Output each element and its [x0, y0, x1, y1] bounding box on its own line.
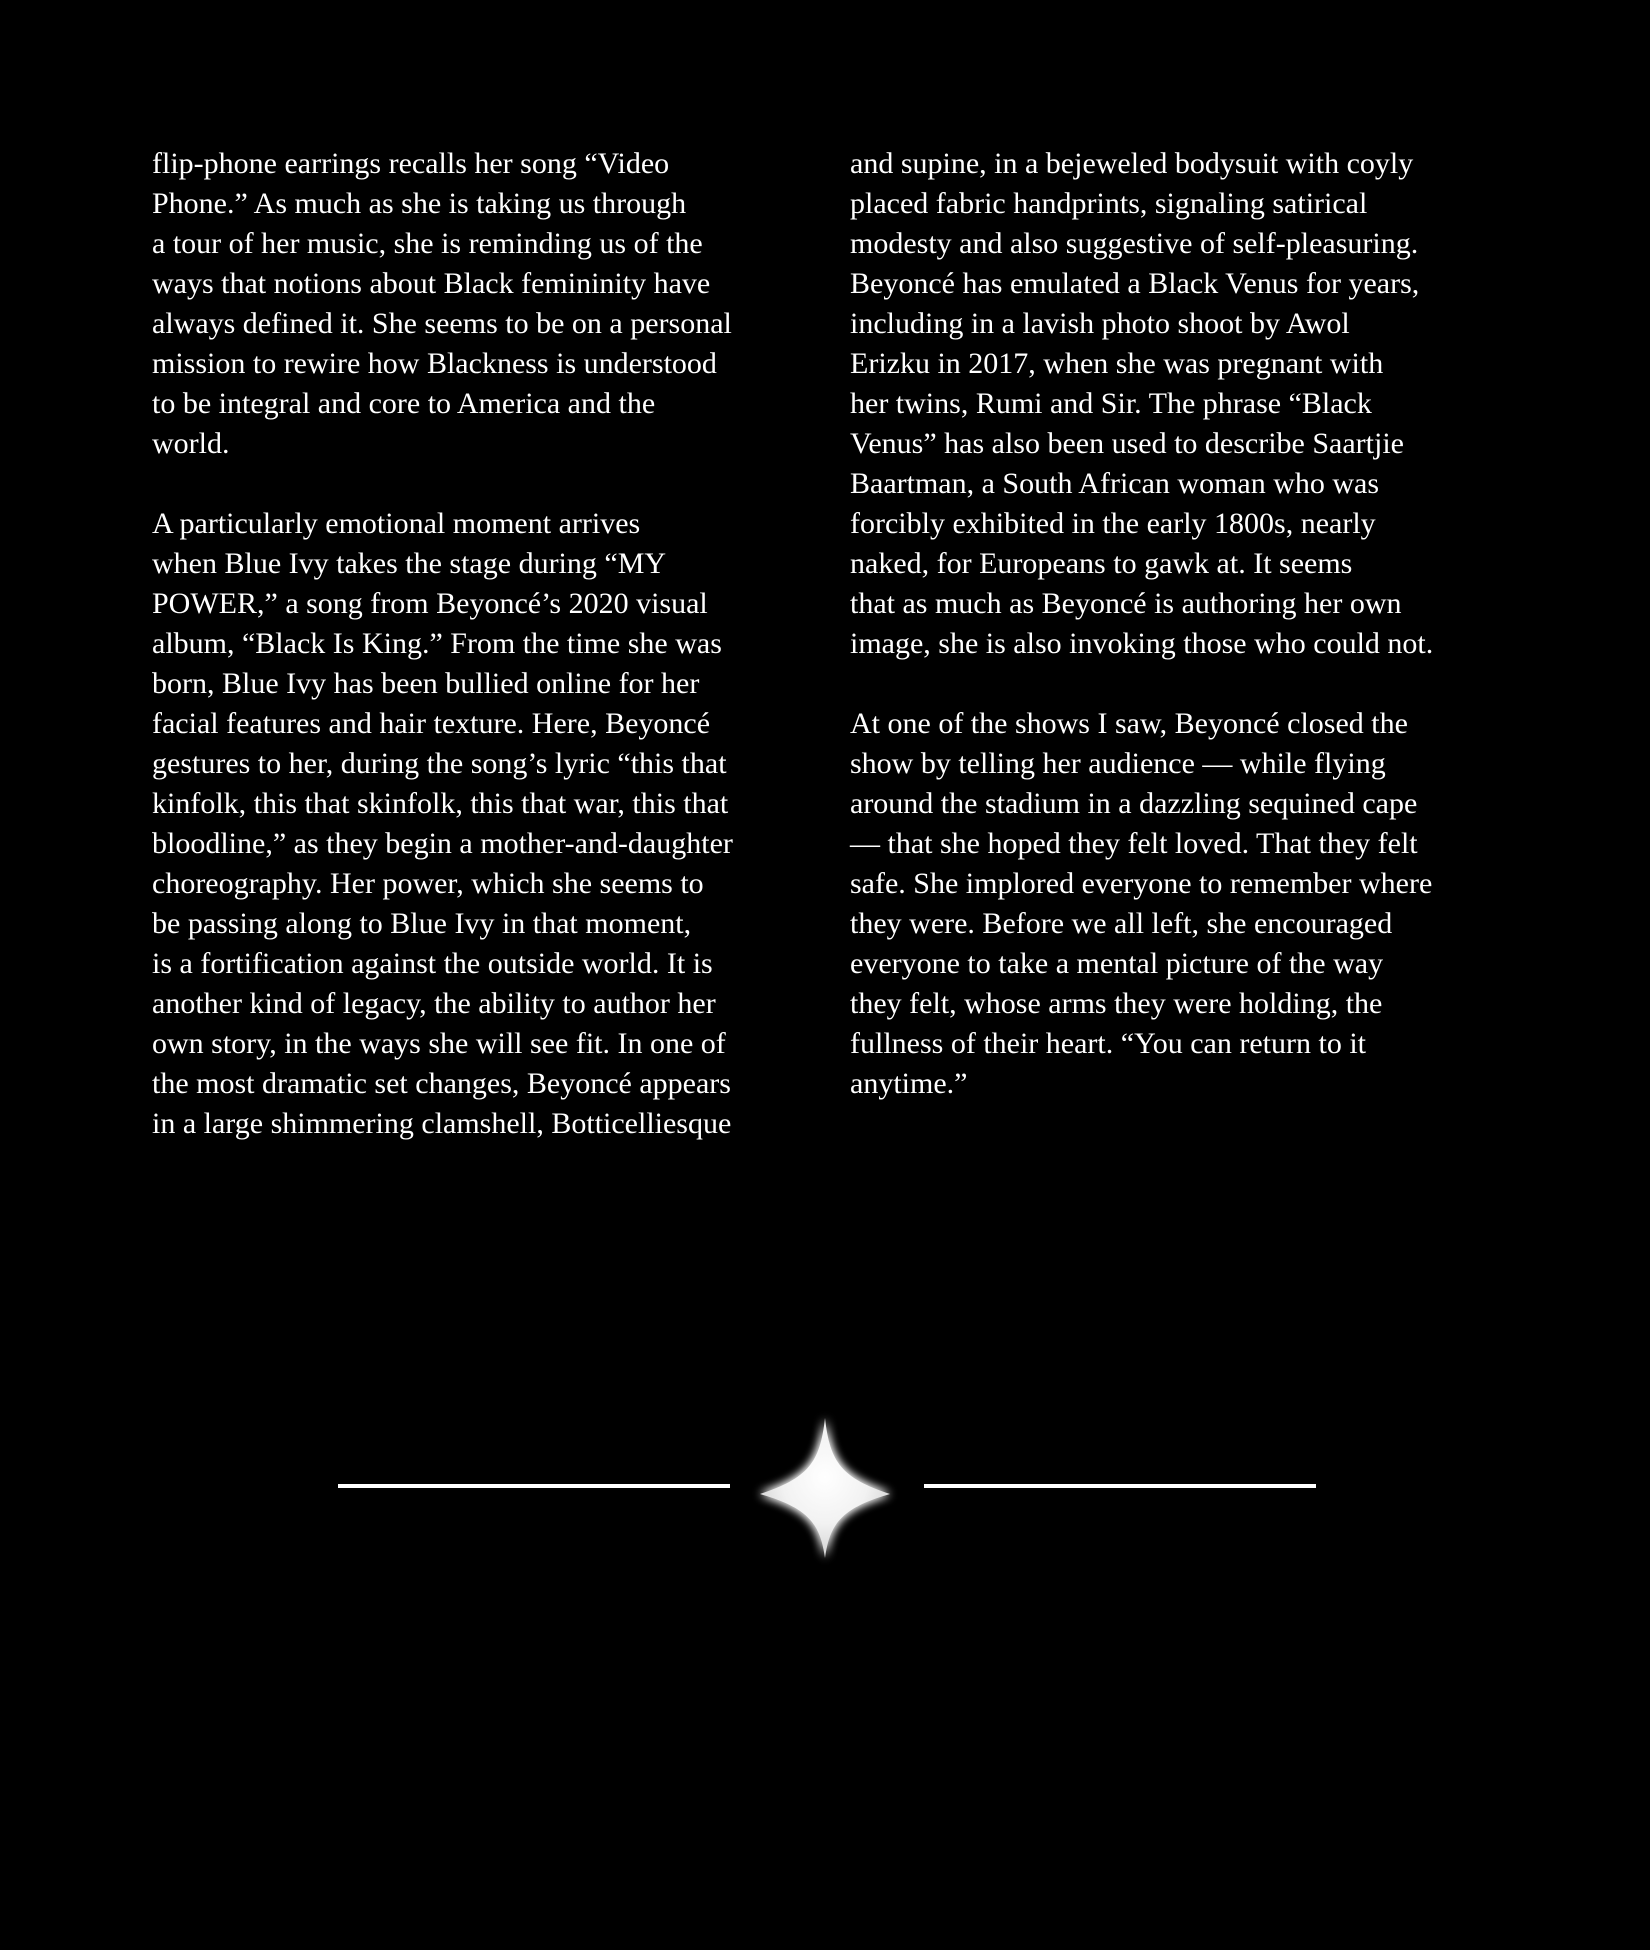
text-line: to be integral and core to America and the: [152, 387, 656, 420]
text-line: own story, in the ways she will see fit. In one of: [152, 1027, 726, 1060]
text-line: modesty and also suggestive of self-pleasuring.: [850, 227, 1419, 260]
text-line: Beyoncé has emulated a Black Venus for years,: [850, 267, 1420, 300]
article-right-column: [850, 144, 1510, 1144]
text-line: image, she is also invoking those who could not.: [850, 627, 1434, 660]
text-line: anytime.”: [850, 1067, 968, 1100]
left-paragraph-1: [152, 144, 812, 464]
text-line: safe. She implored everyone to remember where: [850, 867, 1433, 900]
text-line: around the stadium in a dazzling sequined cape: [850, 787, 1418, 820]
text-line: they were. Before we all left, she encouraged: [850, 907, 1393, 940]
text-line: and supine, in a bejeweled bodysuit with coyly: [850, 147, 1414, 180]
text-line: that as much as Beyoncé is authoring her own: [850, 587, 1402, 620]
text-line: choreography. Her power, which she seems to: [152, 867, 704, 900]
text-line: Erizku in 2017, when she was pregnant with: [850, 347, 1384, 380]
text-line: a tour of her music, she is reminding us of the: [152, 227, 703, 260]
right-paragraph-1: [850, 144, 1510, 664]
text-line: be passing along to Blue Ivy in that moment,: [152, 907, 692, 940]
right-paragraph-2: [850, 704, 1510, 1104]
text-line: always defined it. She seems to be on a personal: [152, 307, 732, 340]
text-line: album, “Black Is King.” From the time she was: [152, 627, 722, 660]
text-line: the most dramatic set changes, Beyoncé appears: [152, 1067, 731, 1100]
text-line: placed fabric handprints, signaling satirical: [850, 187, 1368, 220]
text-line: Baartman, a South African woman who was: [850, 467, 1380, 500]
text-line: kinfolk, this that skinfolk, this that war, this that: [152, 787, 729, 820]
text-line: world.: [152, 427, 230, 460]
divider-line-left: [338, 1484, 730, 1488]
article-left-column: [152, 144, 812, 1184]
divider-line-right: [924, 1484, 1316, 1488]
text-line: facial features and hair texture. Here, Beyoncé: [152, 707, 711, 740]
text-line: At one of the shows I saw, Beyoncé closed the: [850, 707, 1408, 740]
text-line: they felt, whose arms they were holding, the: [850, 987, 1383, 1020]
text-line: Phone.” As much as she is taking us through: [152, 187, 687, 220]
text-line: gestures to her, during the song’s lyric “this that: [152, 747, 727, 780]
text-line: Venus” has also been used to describe Saartjie: [850, 427, 1404, 460]
text-line: in a large shimmering clamshell, Botticelliesque: [152, 1107, 732, 1140]
text-line: is a fortification against the outside world. It is: [152, 947, 713, 980]
text-line: everyone to take a mental picture of the way: [850, 947, 1384, 980]
text-line: flip-phone earrings recalls her song “Video: [152, 147, 670, 180]
text-line: bloodline,” as they begin a mother-and-daughter: [152, 827, 733, 860]
text-line: naked, for Europeans to gawk at. It seems: [850, 547, 1353, 580]
section-divider: [0, 1400, 1650, 1570]
text-line: including in a lavish photo shoot by Awol: [850, 307, 1350, 340]
text-line: forcibly exhibited in the early 1800s, nearly: [850, 507, 1376, 540]
text-line: fullness of their heart. “You can return to it: [850, 1027, 1366, 1060]
text-line: another kind of legacy, the ability to author her: [152, 987, 716, 1020]
text-line: — that she hoped they felt loved. That they felt: [850, 827, 1418, 860]
sparkle-star-icon: [750, 1408, 900, 1566]
text-line: A particularly emotional moment arrives: [152, 507, 641, 540]
text-line: mission to rewire how Blackness is understood: [152, 347, 717, 380]
text-line: show by telling her audience — while flying: [850, 747, 1386, 780]
text-line: POWER,” a song from Beyoncé’s 2020 visual: [152, 587, 708, 620]
text-line: ways that notions about Black femininity have: [152, 267, 711, 300]
text-line: her twins, Rumi and Sir. The phrase “Black: [850, 387, 1372, 420]
text-line: born, Blue Ivy has been bullied online for her: [152, 667, 700, 700]
text-line: when Blue Ivy takes the stage during “MY: [152, 547, 667, 580]
left-paragraph-2: [152, 504, 812, 1144]
